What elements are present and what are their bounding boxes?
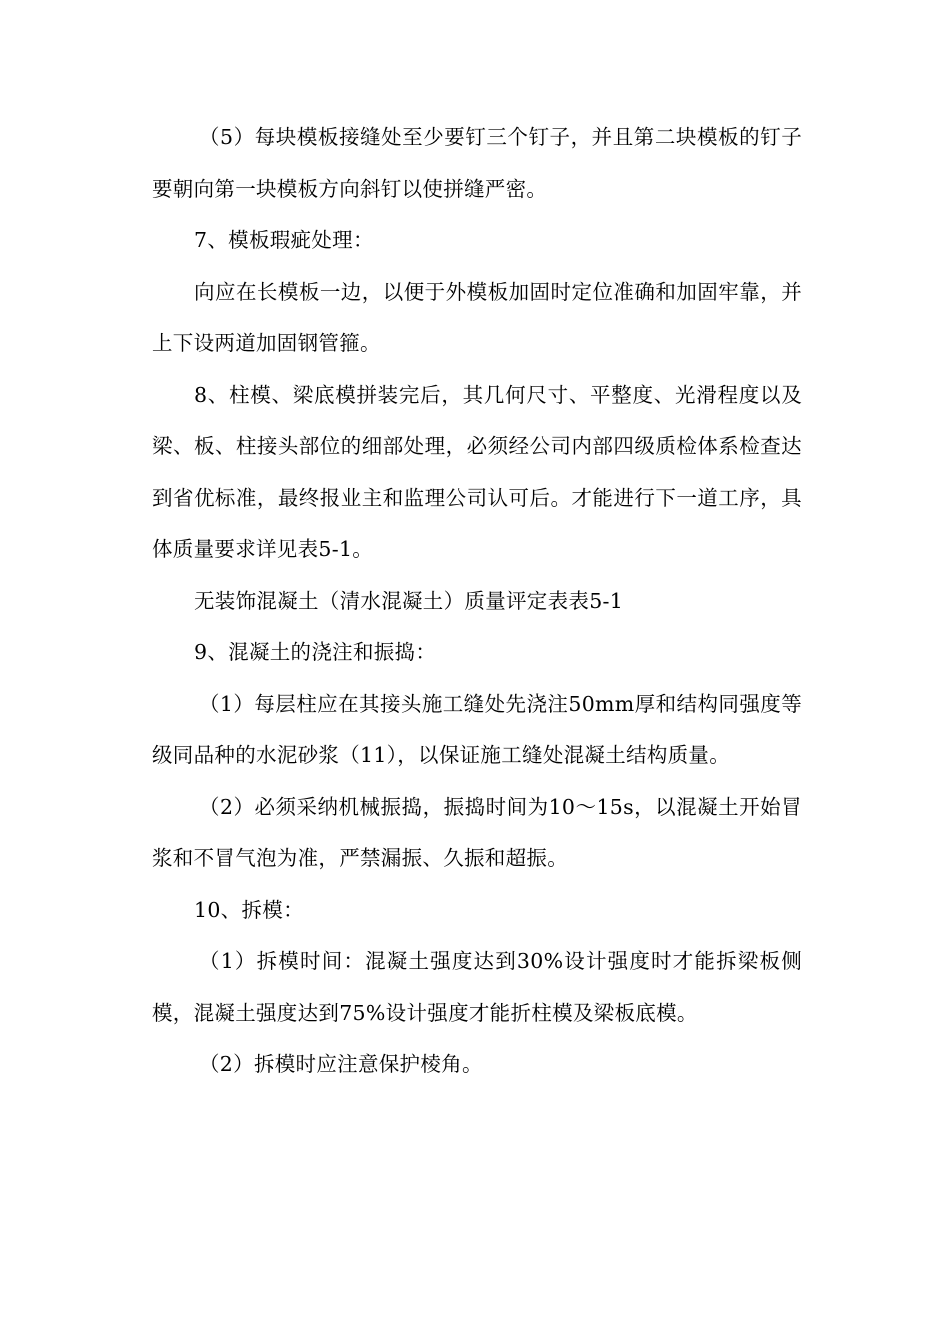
paragraph-protect-corners: （2）拆模时应注意保护棱角。: [199, 1052, 483, 1076]
heading-formwork-defects: 7、模板瑕疵处理：: [194, 228, 374, 252]
paragraph-removal-time: （1）拆模时间：混凝土强度达到30%设计强度时才能拆梁板侧模，混凝土强度达到75%设计强度才能折柱模及梁板底模。: [152, 949, 802, 1025]
document-body: [152, 112, 802, 1091]
paragraph-nail-seams: （5）每块模板接缝处至少要钉三个钉子，并且第二块模板的钉子要朝向第一块模板方向斜钉以使拼缝严密。: [152, 125, 802, 201]
paragraph-vibrating-time: （2）必须采纳机械振捣，振捣时间为10～15s，以混凝土开始冒浆和不冒气泡为准，严禁漏振、久振和超振。: [152, 794, 802, 870]
paragraph-inspection: 8、柱模、梁底模拼装完后，其几何尺寸、平整度、光滑程度以及梁、板、柱接头部位的细部处理，必须经公司内部四级质检体系检查达到省优标准，最终报业主和监理公司认可后。才能进行下一道工序，具体质量要求详见表5-1。: [152, 382, 802, 561]
paragraph-long-formwork: 向应在长模板一边，以便于外模板加固时定位准确和加固牢靠，并上下设两道加固钢管箍。: [152, 279, 802, 355]
heading-formwork-removal: 10、拆模：: [194, 897, 304, 922]
paragraph-pouring-mortar: （1）每层柱应在其接头施工缝处先浇注50mm厚和结构同强度等级同品种的水泥砂浆（11），以保证施工缝处混凝土结构质量。: [152, 691, 802, 767]
table-caption: 无装饰混凝土（清水混凝土）质量评定表表5-1: [194, 588, 624, 613]
heading-pouring-vibrating: 9、混凝土的浇注和振捣：: [194, 640, 437, 664]
